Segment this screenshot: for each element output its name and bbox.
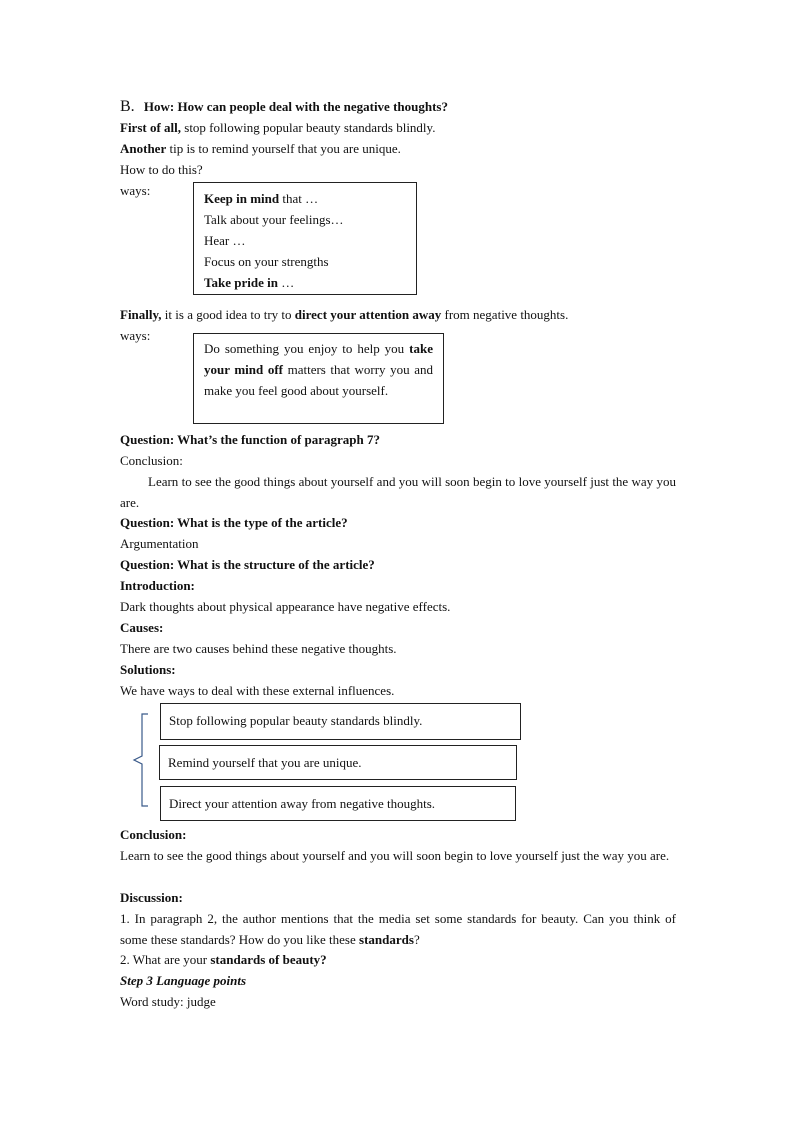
causes-text: There are two causes behind these negative thoughts. (120, 641, 397, 656)
causes-label: Causes: (120, 620, 164, 635)
conclusion-text: Learn to see the good things about yourself and you will soon begin to love yourself just the way you are. (120, 474, 676, 510)
ways-label: ways: (120, 183, 151, 198)
discussion-q2 (120, 949, 327, 970)
finally-bold2: direct your attention away (294, 307, 442, 322)
solutions-label: Solutions: (120, 662, 176, 677)
discussion-label: Discussion: (120, 890, 183, 905)
question-type: Question: What is the type of the article? (120, 515, 348, 530)
discussion-q1 (120, 908, 676, 950)
solution-box-1: Stop following popular beauty standards blindly. (160, 703, 521, 740)
word-study-line: Word study: judge (120, 994, 216, 1009)
conclusion2-text: Learn to see the good things about yourself and you will soon begin to love yourself just the way you are. (120, 848, 670, 863)
ways2-label: ways: (120, 328, 151, 343)
solutions-text: We have ways to deal with these external influences. (120, 683, 395, 698)
first-of-all-line (120, 117, 435, 138)
ways-item-1-rest: that … (279, 191, 319, 206)
solution-box-2: Remind yourself that you are unique. (159, 745, 517, 780)
discussion-q2-text: 2. What are your (120, 952, 211, 967)
step3-heading: Step 3 Language points (120, 973, 247, 988)
first-of-all-bold: First of all, (120, 120, 182, 135)
ways-item-4: Focus on your strengths (204, 254, 329, 269)
ways2-part2: matters that worry you and make you feel good about yourself. (204, 362, 433, 398)
ways2-part1: Do something you enjoy to help you (204, 341, 410, 356)
question-structure: Question: What is the structure of the article? (120, 557, 375, 572)
another-rest: tip is to remind yourself that you are unique. (166, 141, 401, 156)
finally-mid: it is a good idea to try to (161, 307, 295, 322)
conclusion2-label: Conclusion: (120, 827, 187, 842)
finally-rest: from negative thoughts. (441, 307, 569, 322)
introduction-label: Introduction: (120, 578, 195, 593)
ways-item-1 (204, 188, 406, 209)
ways-item-5-rest: … (277, 275, 295, 290)
section-b-heading (120, 96, 448, 117)
section-letter: B. (120, 98, 135, 115)
ways2-box (193, 333, 444, 424)
finally-bold: Finally, (120, 307, 162, 322)
discussion-q1-bold: standards (359, 932, 414, 947)
another-bold: Another (120, 141, 167, 156)
finally-line (120, 304, 568, 325)
ways-item-1-bold: Keep in mind (204, 191, 280, 206)
another-line (120, 138, 401, 159)
type-answer: Argumentation (120, 536, 199, 551)
ways-item-2: Talk about your feelings… (204, 212, 344, 227)
ways-item-5 (204, 272, 406, 293)
discussion-q2-bold: standards of beauty? (210, 952, 327, 967)
ways-item-3: Hear … (204, 233, 246, 248)
ways2-bold: take your mind off (204, 341, 433, 377)
conclusion-label: Conclusion: (120, 453, 183, 468)
discussion-q1-text: 1. In paragraph 2, the author mentions that the media set some standards for beauty. Can you think of some these standards? How do you like these (120, 911, 676, 947)
ways-item-5-bold: Take pride in (204, 275, 278, 290)
question-function: Question: What’s the function of paragraph 7? (120, 432, 381, 447)
introduction-text: Dark thoughts about physical appearance have negative effects. (120, 599, 451, 614)
first-of-all-rest: stop following popular beauty standards blindly. (181, 120, 436, 135)
how-to-line: How to do this? (120, 162, 203, 177)
bracket-icon (130, 712, 152, 808)
ways-box (193, 182, 417, 295)
discussion-q1-end: ? (413, 932, 420, 947)
section-heading-text: How: How can people deal with the negative thoughts? (143, 99, 448, 114)
solution-box-3: Direct your attention away from negative thoughts. (160, 786, 516, 821)
